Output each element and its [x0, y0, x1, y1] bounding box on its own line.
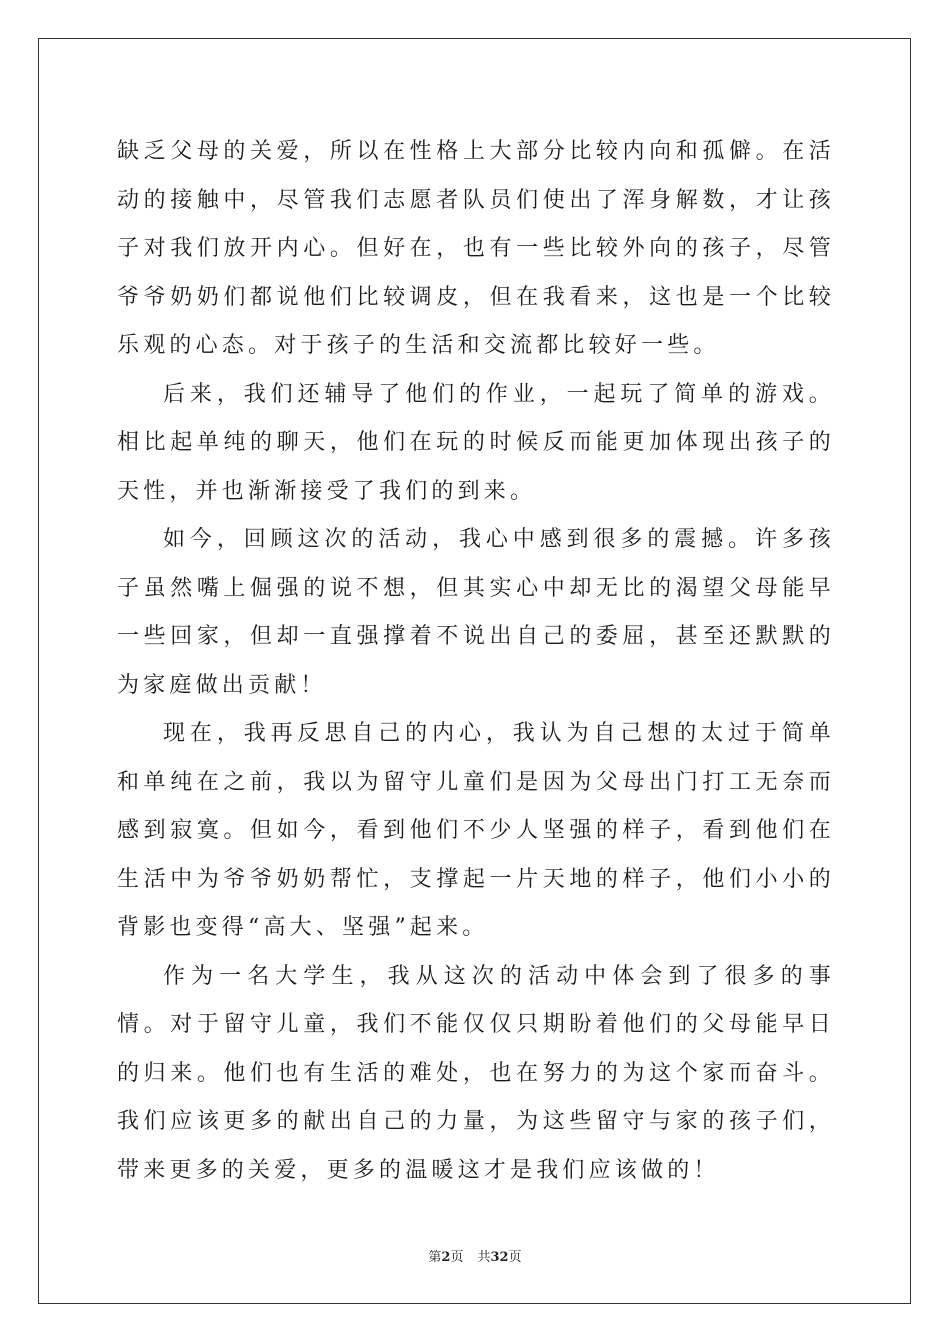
page-number: 2	[441, 1250, 451, 1265]
page-suffix: 页	[450, 1250, 464, 1265]
total-suffix: 页	[508, 1250, 522, 1265]
total-pages: 32	[490, 1250, 509, 1265]
paragraph-2: 后来，我们还辅导了他们的作业，一起玩了简单的游戏。相比起单纯的聊天，他们在玩的时候反而能更加体现出孩子的天性，并也渐渐接受了我们的到来。	[117, 381, 835, 504]
paragraph-5: 作为一名大学生，我从这次的活动中体会到了很多的事情。对于留守儿童，我们不能仅仅只期盼着他们的父母能早日的归来。他们也有生活的难处，也在努力的为这个家而奋斗。我们应该更多的献出自己的力量，为这些留守与家的孩子们，带来更多的关爱，更多的温暖这才是我们应该做的！	[117, 963, 835, 1183]
total-prefix: 共	[477, 1250, 491, 1265]
paragraph-1: 缺乏父母的关爱，所以在性格上大部分比较内向和孤僻。在活动的接触中，尽管我们志愿者队员们使出了浑身解数，才让孩子对我们放开内心。但好在，也有一些比较外向的孩子，尽管爷爷奶奶们都说他们比较调皮，但在我看来，这也是一个比较乐观的心态。对于孩子的生活和交流都比较好一些。	[117, 139, 835, 358]
paragraph-3: 如今，回顾这次的活动，我心中感到很多的震撼。许多孩子虽然嘴上倔强的说不想，但其实心中却无比的渴望父母能早一些回家，但却一直强撑着不说出自己的委屈，甚至还默默的为家庭做出贡献！	[117, 527, 835, 698]
page-footer	[0, 1246, 950, 1265]
page-prefix: 第	[428, 1250, 442, 1265]
document-body	[117, 128, 835, 1195]
paragraph-4: 现在，我再反思自己的内心，我认为自己想的太过于简单和单纯在之前，我以为留守儿童们是因为父母出门打工无奈而感到寂寞。但如今，看到他们不少人坚强的样子，看到他们在生活中为爷爷奶奶帮忙，支撑起一片天地的样子，他们小小的背影也变得“高大、坚强”起来。	[117, 721, 835, 940]
